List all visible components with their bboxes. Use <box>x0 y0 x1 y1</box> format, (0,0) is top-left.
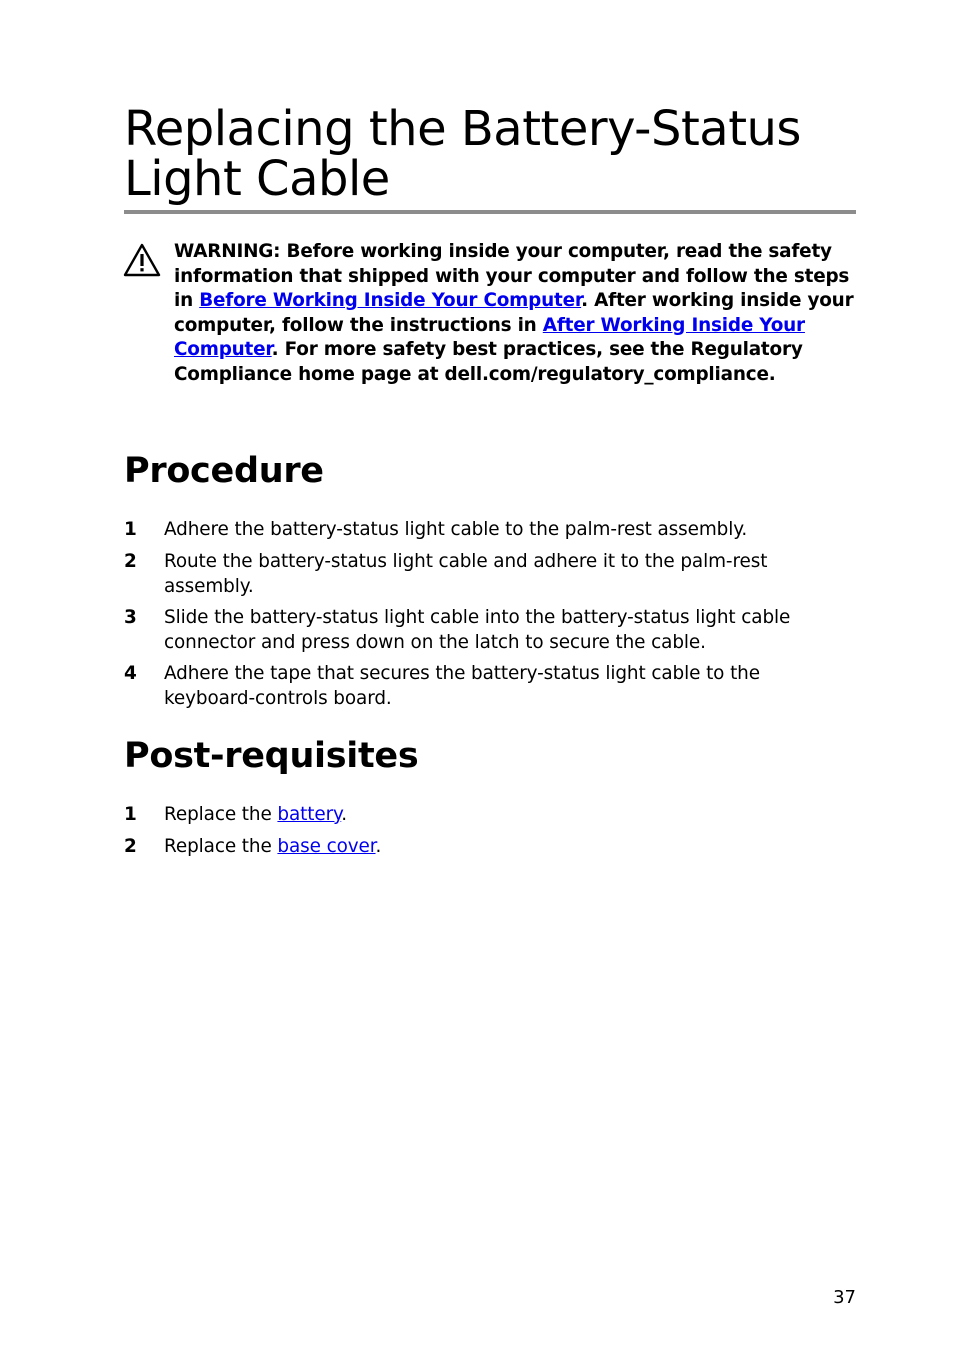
step-number: 2 <box>124 836 137 857</box>
procedure-step-1 <box>124 517 824 542</box>
base-cover-link[interactable]: base cover <box>277 836 376 857</box>
warning-notice <box>174 240 854 388</box>
title-rule <box>124 210 856 214</box>
step-prefix: Replace the <box>164 804 278 825</box>
page-title-line-1: Replacing the Battery-Status <box>124 101 801 157</box>
step-number: 1 <box>124 519 137 540</box>
post-requisite-step-2 <box>124 834 824 859</box>
page-number: 37 <box>833 1287 856 1308</box>
page-title <box>124 101 856 207</box>
procedure-step-4 <box>124 661 824 711</box>
step-number: 1 <box>124 804 137 825</box>
after-working-link[interactable]: After Working Inside Your Computer <box>174 314 805 361</box>
step-suffix: . <box>375 836 382 857</box>
step-text <box>164 802 824 827</box>
step-text: Slide the battery-status light cable into the battery-status light cable connector and press down on the latch to secure the cable. <box>164 607 791 653</box>
warning-triangle-icon <box>123 243 161 277</box>
step-number: 4 <box>124 663 137 684</box>
warning-text-1: WARNING: Before working inside your computer, read the safety information that shipped with your computer and follow the steps in <box>174 241 850 312</box>
step-text: Adhere the battery-status light cable to the palm-rest assembly. <box>164 519 748 540</box>
procedure-step-3 <box>124 605 824 655</box>
page-title-line-2: Light Cable <box>124 151 390 207</box>
step-text: Route the battery-status light cable and adhere it to the palm-rest assembly. <box>164 551 768 597</box>
step-text <box>164 834 824 859</box>
post-requisite-step-1 <box>124 802 824 827</box>
post-requisites-heading: Post-requisites <box>124 736 419 776</box>
step-suffix: . <box>341 804 347 825</box>
step-number: 3 <box>124 607 137 628</box>
step-number: 2 <box>124 551 137 572</box>
warning-text-2: . After working inside your computer, follow the instructions in <box>174 290 854 336</box>
procedure-step-2 <box>124 549 824 599</box>
step-text: Adhere the tape that secures the battery-status light cable to the keyboard-controls board. <box>164 663 760 709</box>
procedure-heading: Procedure <box>124 451 324 491</box>
step-prefix: Replace the <box>164 836 278 857</box>
battery-link[interactable]: battery <box>277 804 342 825</box>
warning-text-3: . For more safety best practices, see the Regulatory Compliance home page at dell.com/regulatory_compliance. <box>174 339 803 385</box>
before-working-link[interactable]: Before Working Inside Your Computer <box>199 290 582 312</box>
